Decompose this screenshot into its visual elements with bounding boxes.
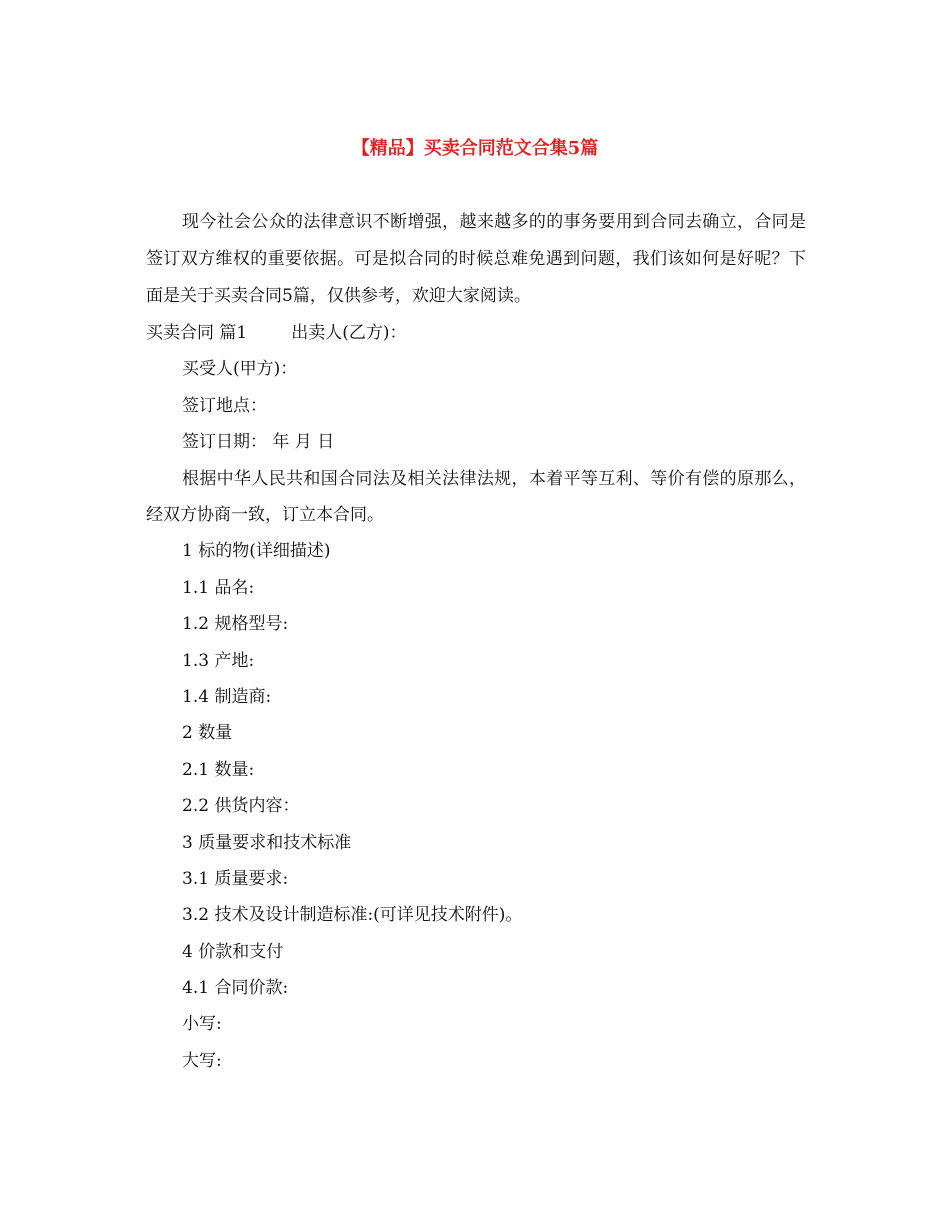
clause-line: 1.3 产地:: [182, 650, 255, 671]
clause-line: 2.2 供货内容：: [182, 796, 300, 817]
buyer-label: 买受人(甲方)：: [182, 359, 298, 380]
sign-date-label: 签订日期： 年 月 日: [182, 432, 335, 453]
clause-line: 1.1 品名:: [182, 577, 255, 598]
intro-paragraph: 现今社会公众的法律意识不断增强，越来越多的的事务要用到合同去确立，合同是签订双方维权的重要依据。可是拟合同的时候总难免遇到问题，我们该如何是好呢？下面是关于买卖合同5篇，仅供参考，欢迎大家阅读。: [146, 212, 806, 306]
preamble-paragraph: 根据中华人民共和国合同法及相关法律法规，本着平等互利、等价有偿的原那么，经双方协商一致，订立本合同。: [146, 468, 806, 525]
clause-line: 4 价款和支付: [182, 941, 284, 962]
clause-line: 1.2 规格型号:: [182, 614, 289, 635]
document-body: [146, 204, 806, 1079]
clause-line: 4.1 合同价款:: [182, 978, 289, 999]
clause-line: 1.4 制造商:: [182, 686, 272, 707]
seller-label: 出卖人(乙方)：: [291, 323, 407, 343]
clause-line: 大写:: [182, 1050, 222, 1071]
clause-line: 1 标的物(详细描述): [182, 541, 331, 562]
clause-line: 2 数量: [182, 723, 233, 744]
clause-line: 3 质量要求和技术标准: [182, 832, 352, 853]
clause-line: 3.1 质量要求:: [182, 868, 289, 889]
sign-place-label: 签订地点：: [182, 395, 267, 416]
clause-line: 小写:: [182, 1014, 222, 1035]
clause-line: 2.1 数量:: [182, 759, 255, 780]
section-heading-line: [146, 315, 806, 351]
section-heading: 买卖合同 篇1: [146, 323, 248, 343]
document-title: 【精品】买卖合同范文合集5篇: [351, 138, 599, 159]
clause-line: 3.2 技术及设计制造标准:(可详见技术附件)。: [182, 905, 523, 926]
